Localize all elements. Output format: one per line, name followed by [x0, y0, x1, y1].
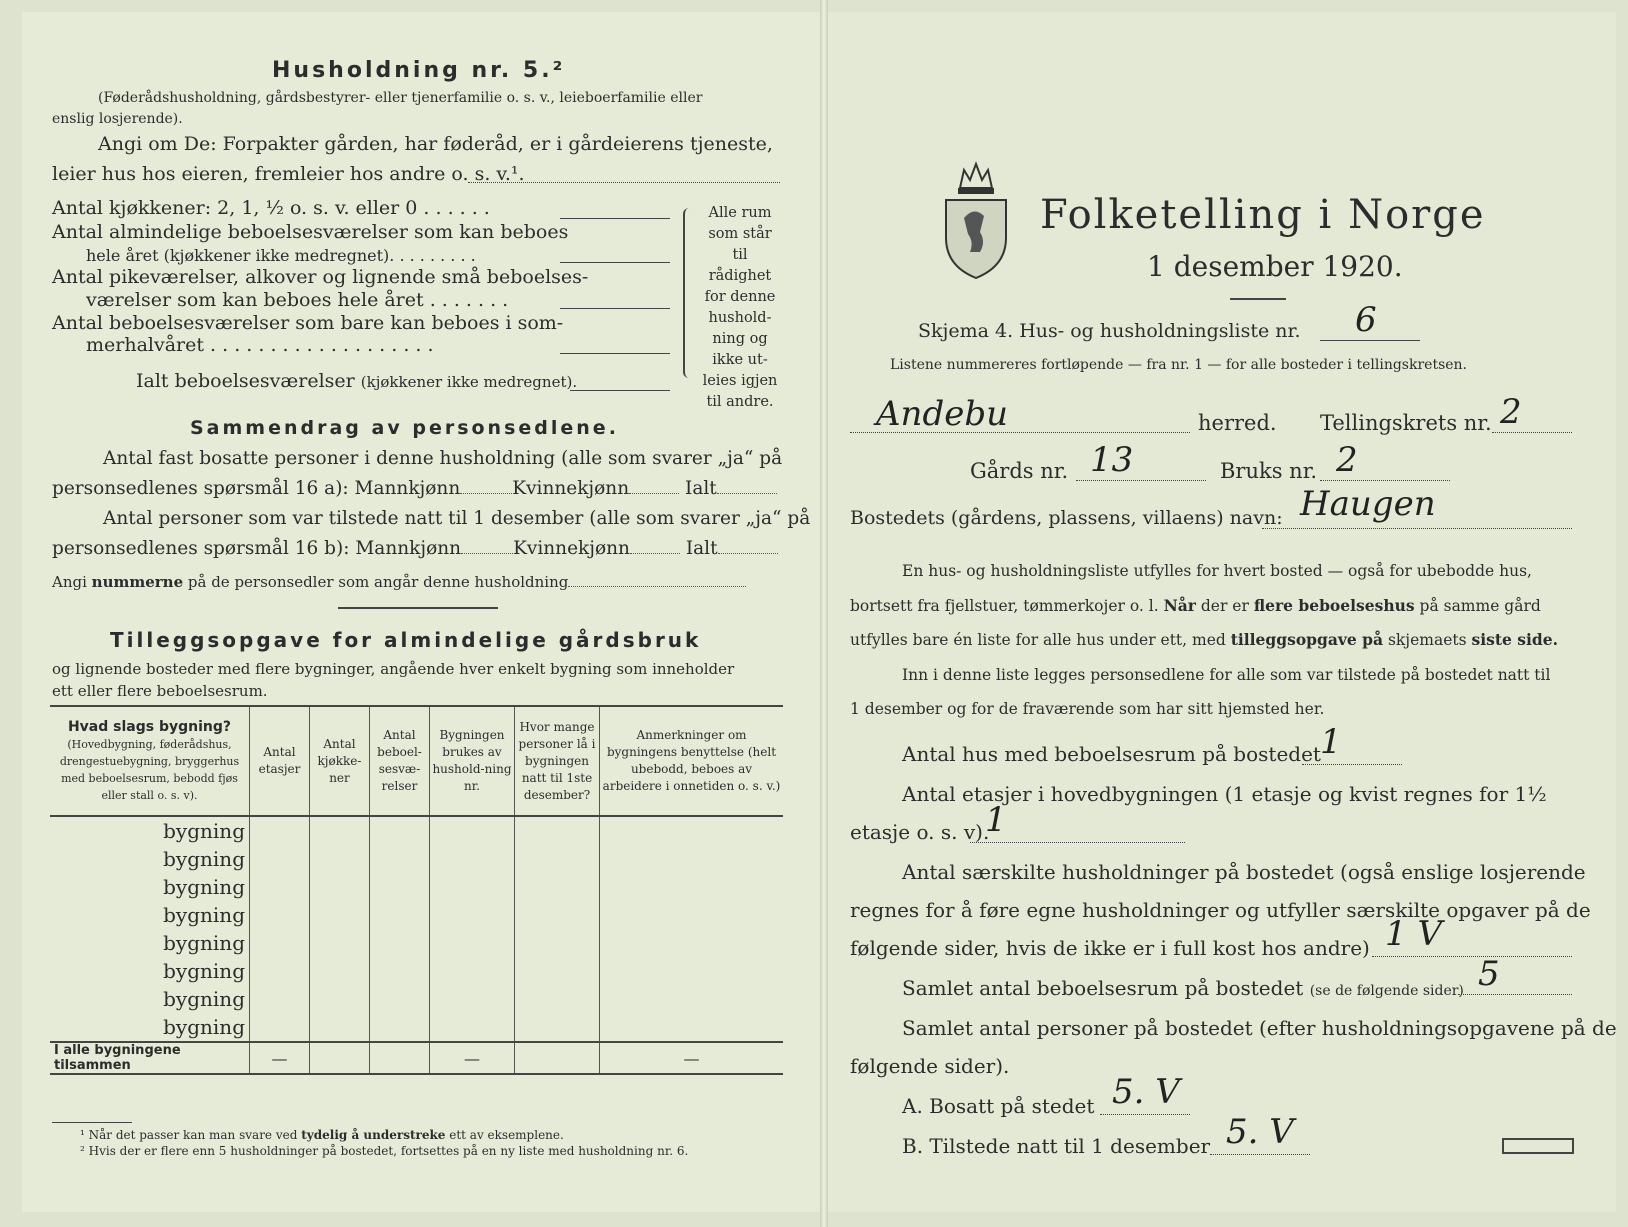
ialt-rooms-text: Ialt beboelsesværelser [136, 370, 355, 392]
nummerene-line [52, 573, 746, 591]
col-header-beboelsesvaerelser: Antal beboel-sesvæ-relser [370, 706, 430, 816]
row-label: bygning [163, 1015, 245, 1039]
household-title: Husholdning nr. 5.² [272, 58, 566, 83]
samlet-rum-value: 5 [1478, 954, 1500, 994]
row-label: bygning [163, 875, 245, 899]
side-note-line: for denne [704, 289, 776, 305]
rooms-3-line-b: merhalvåret . . . . . . . . . . . . . . . . . . . [86, 334, 434, 356]
rooms-2-fill [560, 308, 670, 309]
tilstede-label: B. Tilstede natt til 1 desember [902, 1134, 1211, 1158]
row-label: bygning [163, 987, 245, 1011]
kjokkener-label: Antal kjøkkener: 2, 1, ½ o. s. v. eller 0 . . . . . . [52, 197, 490, 219]
col-header-etasjer: Antal etasjer [250, 706, 310, 816]
table-row [50, 957, 783, 985]
total-husholdning: — [430, 1042, 515, 1074]
bruks-label: Bruks nr. [1220, 459, 1318, 483]
hus-label: Antal hus med beboelsesrum på bostedet [902, 742, 1321, 766]
footnote-2-text: Hvis der er flere enn 5 husholdninger på bostedet, fortsettes på en ny liste med husholdning nr. 6. [88, 1144, 689, 1158]
side-note-line: ning og [712, 331, 768, 347]
tillegg-title: Tilleggsopgave for almindelige gårdsbruk [110, 628, 702, 652]
total-etasjer: — [250, 1042, 310, 1074]
kjokkener-fill [560, 218, 670, 219]
skjema-value: 6 [1355, 300, 1377, 340]
herred-label: herred. [1198, 411, 1277, 435]
nummerene-bold: nummerne [91, 573, 184, 591]
side-note-line: Alle rum [708, 205, 772, 221]
total-label: I alle bygningene tilsammen [54, 1043, 181, 1073]
gards-value: 13 [1090, 440, 1134, 480]
summary-title: Sammendrag av personsedlene. [190, 417, 619, 439]
samlet-pers-line-2: følgende sider). [850, 1054, 1010, 1078]
rooms-3-fill [560, 353, 670, 354]
etasjer-fill [970, 842, 1185, 843]
sarskilte-fill [1372, 956, 1572, 957]
ialt-rooms-fill [570, 390, 670, 391]
para-2-b: 1 desember og for de fraværende som har sitt hjemsted her. [850, 700, 1325, 718]
para-1-b-bold2: flere beboelseshus [1253, 596, 1415, 615]
bostedets-label: Bostedets (gårdens, plassens, villaens) navn: [850, 507, 1283, 529]
col-header-anmerkninger: Anmerkninger om bygningens benyttelse (helt ubebodd, beboes av arbeidere i onnetiden o. s. v.) [600, 706, 784, 816]
side-note-line: som står til [708, 226, 772, 263]
skjema-fill [1320, 340, 1420, 341]
herred-value: Andebu [876, 394, 1008, 434]
para-2-a: Inn i denne liste legges personsedlene for alle som var tilstede på bostedet natt til [902, 666, 1551, 684]
row-label: bygning [163, 847, 245, 871]
sarskilte-value: 1 V [1385, 914, 1442, 954]
footnote-divider [52, 1122, 132, 1123]
tilstede-value: 5. V [1226, 1112, 1294, 1152]
row-label: bygning [163, 931, 245, 955]
col-header-type-desc: (Hovedbygning, føderådshus, drengestuebygning, bryggerhus med beboelsesrum, bebodd fjøs eller stall o. s. v). [59, 737, 240, 802]
etasjer-value: 1 [985, 800, 1007, 840]
table-total-row [50, 1042, 783, 1074]
nummerene-pre: Angi [52, 573, 92, 591]
tillegg-line-1: og lignende bosteder med flere bygninger, angående hver enkelt bygning som inneholder [52, 660, 735, 678]
bostedets-fill [1262, 528, 1572, 529]
ialt-rooms-note: (kjøkkener ikke medregnet). [360, 373, 578, 391]
side-note-line: leies igjen [702, 373, 778, 389]
printer-stamp [1502, 1138, 1574, 1154]
col-header-type-title: Hvad slags bygning? [67, 718, 232, 735]
table-row [50, 1013, 783, 1042]
rooms-1-fill [560, 262, 670, 263]
etasjer-line-1: Antal etasjer i hovedbygningen (1 etasje og kvist regnes for 1½ [902, 782, 1547, 806]
side-note-line: hushold- [708, 310, 772, 326]
page-fold [820, 0, 828, 1227]
summary-2-ialt: Ialt [685, 538, 718, 559]
rooms-1-line-a: Antal almindelige beboelsesværelser som kan beboes [52, 221, 569, 243]
table-row [50, 873, 783, 901]
hus-value: 1 [1320, 722, 1342, 762]
table-row [50, 845, 783, 873]
col-header-husholdning: Bygningen brukes av hushold-ning nr. [430, 706, 515, 816]
rooms-2-line-b: værelser som kan beboes hele året . . . . . . . [86, 289, 509, 311]
listene-note: Listene nummereres fortløpende — fra nr. 1 — for alle bosteder i tellingskretsen. [890, 357, 1468, 373]
samlet-pers-line-1: Samlet antal personer på bostedet (efter husholdningsopgavene på de [902, 1016, 1617, 1040]
side-note-line: ikke ut- [712, 352, 768, 368]
footnote-1-post: ett av eksemplene. [445, 1128, 564, 1142]
para-1-b-bold: Når [1163, 596, 1196, 615]
summary-1-kvinne: Kvinnekjønn [512, 478, 630, 499]
table-row [50, 985, 783, 1013]
tellingskrets-value: 2 [1500, 392, 1522, 432]
col-header-kjokkener: Antal kjøkke-ner [310, 706, 370, 816]
summary-1-ialt: Ialt [685, 478, 717, 499]
rooms-3-line-a: Antal beboelsesværelser som bare kan beboes i som- [52, 312, 564, 334]
tilstede-fill [1210, 1154, 1310, 1155]
ialt-rooms-label [136, 370, 577, 392]
para-1-b-pre: bortsett fra fjellstuer, tømmerkojer o. l. [850, 597, 1164, 615]
rooms-1-line-b: hele året (kjøkkener ikke medregnet). . . . . . . . . [86, 246, 476, 265]
col-header-type [50, 706, 250, 816]
bosatt-value: 5. V [1112, 1072, 1180, 1112]
para-1-c-pre: utfylles bare én liste for alle hus under ett, med [850, 631, 1231, 649]
bosatt-fill [1100, 1114, 1190, 1115]
sarskilte-line-3: følgende sider, hvis de ikke er i full kost hos andre) [850, 936, 1370, 960]
samlet-rum-fill [1458, 994, 1572, 995]
nummerene-post: på de personsedler som angår denne husholdning [183, 573, 569, 591]
para-1-c [850, 630, 1558, 649]
footnote-1-pre: Når det passer kan man svare ved [88, 1128, 302, 1142]
summary-2-kvinne: Kvinnekjønn [513, 538, 630, 559]
row-label: bygning [163, 903, 245, 927]
date-divider [1230, 298, 1286, 300]
sarskilte-line-2: regnes for å føre egne husholdninger og utfyller særskilte opgaver på de [850, 898, 1591, 922]
angi-line-1: Angi om De: Forpakter gården, har føderåd, er i gårdeierens tjeneste, [98, 133, 773, 155]
side-note-brace [683, 208, 695, 378]
bruks-fill [1320, 480, 1450, 481]
row-label: bygning [163, 819, 245, 843]
gards-label: Gårds nr. [970, 459, 1069, 483]
total-anmerkninger: — [600, 1042, 784, 1074]
gards-fill [1076, 480, 1206, 481]
sarskilte-line-1: Antal særskilte husholdninger på bostedet (også enslige losjerende [902, 860, 1586, 884]
etasjer-line-2: etasje o. s. v). [850, 820, 990, 844]
footnote-1: ¹ Når det passer kan man svare ved tydelig å understreke ett av eksemplene. [80, 1128, 564, 1142]
table-row [50, 929, 783, 957]
tellingskrets-fill [1492, 432, 1572, 433]
para-1-a: En hus- og husholdningsliste utfylles for hvert bosted — også for ubebodde hus, [902, 562, 1532, 580]
side-note [700, 203, 780, 413]
samlet-rum-line [902, 976, 1464, 1000]
samlet-rum-label: Samlet antal beboelsesrum på bostedet [902, 976, 1304, 1000]
para-1-c-mid: skjemaets [1383, 631, 1472, 649]
summary-2-line-a: Antal personer som var tilstede natt til 1 desember (alle som svarer „ja“ på [103, 508, 811, 529]
summary-1-mann: personsedlenes spørsmål 16 a): Mannkjønn [52, 478, 461, 499]
para-1-b-post: på samme gård [1414, 597, 1541, 615]
bostedets-value: Haugen [1300, 484, 1436, 524]
footnote-1-bold: tydelig å understreke [301, 1128, 446, 1142]
row-label: bygning [163, 959, 245, 983]
bosatt-label: A. Bosatt på stedet [902, 1094, 1095, 1118]
footnote-2: ² Hvis der er flere enn 5 husholdninger på bostedet, fortsettes på en ny liste med husholdning nr. 6. [80, 1144, 689, 1158]
household-intro-1: (Føderådshusholdning, gårdsbestyrer- eller tjenerfamilie o. s. v., leieboerfamilie eller [98, 90, 703, 106]
para-1-b-mid: der er [1195, 597, 1254, 615]
table-row [50, 901, 783, 929]
angi-fill-line [468, 182, 780, 183]
census-title: Folketelling i Norge [1040, 192, 1486, 238]
summary-2-line-b [52, 538, 778, 559]
summary-2-mann: personsedlenes spørsmål 16 b): Mannkjønn [52, 538, 462, 559]
side-note-line: rådighet [708, 268, 772, 284]
angi-line-2: leier hus hos eieren, fremleier hos andre o. s. v.¹. [52, 163, 525, 185]
census-date: 1 desember 1920. [1147, 250, 1403, 283]
coat-of-arms-icon [940, 160, 1012, 282]
para-1-c-bold2: siste side. [1471, 630, 1558, 649]
rooms-2-line-a: Antal pikeværelser, alkover og lignende små beboelses- [52, 266, 589, 288]
herred-fill [850, 432, 1190, 433]
bruks-value: 2 [1336, 440, 1358, 480]
table-row [50, 816, 783, 845]
side-note-line: til andre. [706, 394, 774, 410]
col-header-personer: Hvor mange personer lå i bygningen natt til 1ste desember? [515, 706, 600, 816]
tillegg-line-2: ett eller flere beboelsesrum. [52, 682, 268, 700]
para-1-b [850, 596, 1541, 615]
hus-fill [1302, 764, 1402, 765]
summary-1-line-b [52, 478, 777, 499]
section-divider [338, 607, 498, 609]
summary-1-line-a: Antal fast bosatte personer i denne husholdning (alle som svarer „ja“ på [103, 448, 783, 469]
household-intro-2: enslig losjerende). [52, 111, 183, 127]
building-table [50, 705, 783, 1075]
skjema-label: Skjema 4. Hus- og husholdningsliste nr. [918, 320, 1301, 342]
samlet-rum-note: (se de følgende sider) [1309, 983, 1464, 999]
para-1-c-bold: tilleggsopgave på [1230, 630, 1384, 649]
tellingskrets-label: Tellingskrets nr. [1320, 411, 1492, 435]
